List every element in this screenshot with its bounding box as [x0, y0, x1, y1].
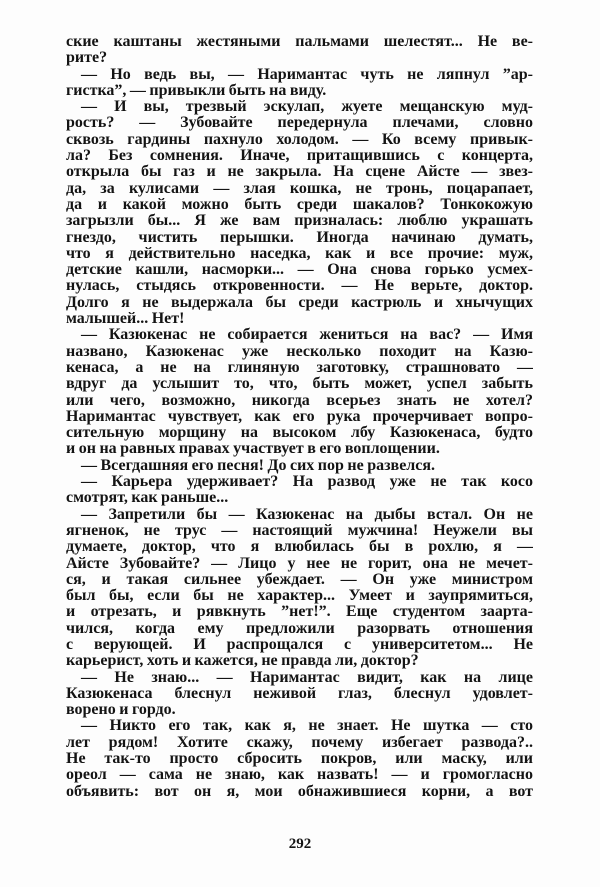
text-line: открыла бы газ и не закрыла. На сцене Айсте — звез- — [66, 164, 533, 181]
paragraph — [66, 458, 533, 474]
text-line: — Никто его так, как я, не знает. Не шутка — сто — [81, 718, 533, 735]
text-line: нулась, стыдясь откровенности. — Не верьте, доктор. — [66, 278, 533, 295]
text-line: карьерист, хоть и кажется, не правда ли, доктор? — [66, 653, 419, 670]
text-line: гнездо, чистить перышки. Иногда начинаю думать, — [66, 229, 533, 246]
text-line: Не так-то просто сбросить покров, или маску, или — [66, 751, 533, 768]
text-line: Наримантас чувствует, как его рука прочерчивает вопро- — [66, 408, 533, 425]
text-line: объявить: вот он я, мои обнажившиеся корни, а вот — [66, 783, 533, 800]
body-text — [66, 34, 533, 800]
text-line: Айсте Зубовайте? — Лицо у нее не горит, она не мечет- — [66, 555, 533, 572]
text-line: ла? Без сомнения. Иначе, притащившись с концерта, — [66, 148, 533, 165]
text-line: — Запретили бы — Казюкенас на дыбы встал. Он не — [81, 506, 533, 523]
text-line: был бы, если бы не характер... Умеет и заупрямиться, — [66, 588, 533, 605]
text-line: — И вы, трезвый эскулап, жуете мещанскую муд- — [81, 99, 533, 116]
text-line: детские кашли, насморки... — Она снова горько усмех- — [66, 262, 533, 279]
text-line: ся, и такая сильнее убеждает. — Он уже министром — [66, 571, 533, 588]
text-line: ские каштаны жестяными пальмами шелестят... Не ве- — [66, 34, 533, 50]
text-line: ореол — сама не знаю, как назвать! — и громогласно — [66, 767, 533, 784]
text-line: малышей... Нет! — [66, 311, 185, 328]
text-line: сквозь гардины пахнуло холодом. — Ко всему привык- — [66, 131, 533, 148]
page-number: 292 — [288, 836, 312, 852]
paragraph — [66, 474, 533, 507]
text-line: Долго я не выдержала бы среди кастрюль и хнычущих — [66, 294, 533, 311]
paragraph — [66, 507, 533, 670]
text-line: чился, когда ему предложили разорвать отношения — [66, 620, 533, 637]
text-line: думаете, доктор, что я влюбилась бы в рохлю, я — — [66, 539, 533, 556]
text-line: гистка”, — привыкли быть на виду. — [66, 82, 327, 99]
text-line: лет рядом! Хотите скажу, почему избегает развода?.. — [66, 734, 533, 751]
text-line: смотрят, как раньше... — [66, 490, 229, 507]
paragraph — [66, 670, 533, 719]
text-line: или чего, возможно, никогда всерьез знать не хотел? — [66, 392, 533, 409]
paragraph — [66, 327, 533, 457]
paragraph — [66, 67, 533, 100]
text-line: рость? — Зубовайте передернула плечами, словно — [66, 115, 533, 132]
paragraph — [66, 718, 533, 799]
text-line: да и какой можно быть среди шакалов? Тонкокожую — [66, 196, 533, 213]
text-line: вдруг да услышит то, что, быть может, успел забыть — [66, 376, 533, 393]
text-line: да, за кулисами — злая кошка, не тронь, поцарапает, — [66, 180, 533, 197]
text-line: названо, Казюкенас уже несколько походит на Казю- — [66, 343, 533, 360]
text-line: — Не знаю... — Наримантас видит, как на лице — [81, 669, 533, 686]
text-line: — Казюкенас не собирается жениться на вас? — Имя — [81, 327, 533, 344]
text-line: ягненок, не трус — настоящий мужчина! Неужели вы — [66, 522, 533, 539]
text-line: загрызли бы... Я же вам призналась: люблю украшать — [66, 213, 533, 230]
paragraph — [66, 34, 533, 67]
paragraph — [66, 99, 533, 327]
text-line: Казюкенаса блеснул неживой глаз, блеснул удовлет- — [66, 685, 533, 702]
text-line: ворено и гордо. — [66, 702, 176, 719]
text-line: с верующей. И распрощался с университетом... Не — [66, 636, 533, 653]
text-line: и отрезать, и рявкнуть ”нет!”. Еще студентом заарта- — [66, 604, 533, 621]
text-line: — Но ведь вы, — Наримантас чуть не ляпнул ”ар- — [81, 66, 533, 83]
text-line: — Карьера удерживает? На развод уже не так косо — [81, 474, 533, 491]
text-line: кенаса, а не на глиняную заготовку, страшновато — — [66, 359, 533, 376]
text-line: рите? — [66, 50, 108, 67]
text-line: — Всегдашняя его песня! До сих пор не развелся. — [81, 457, 436, 474]
text-line: и он на равных правах участвует в его воплощении. — [66, 441, 440, 458]
text-line: сительную морщину на высоком лбу Казюкенаса, будто — [66, 425, 533, 442]
text-line: что я действительно наседка, как и все прочие: муж, — [66, 245, 533, 262]
